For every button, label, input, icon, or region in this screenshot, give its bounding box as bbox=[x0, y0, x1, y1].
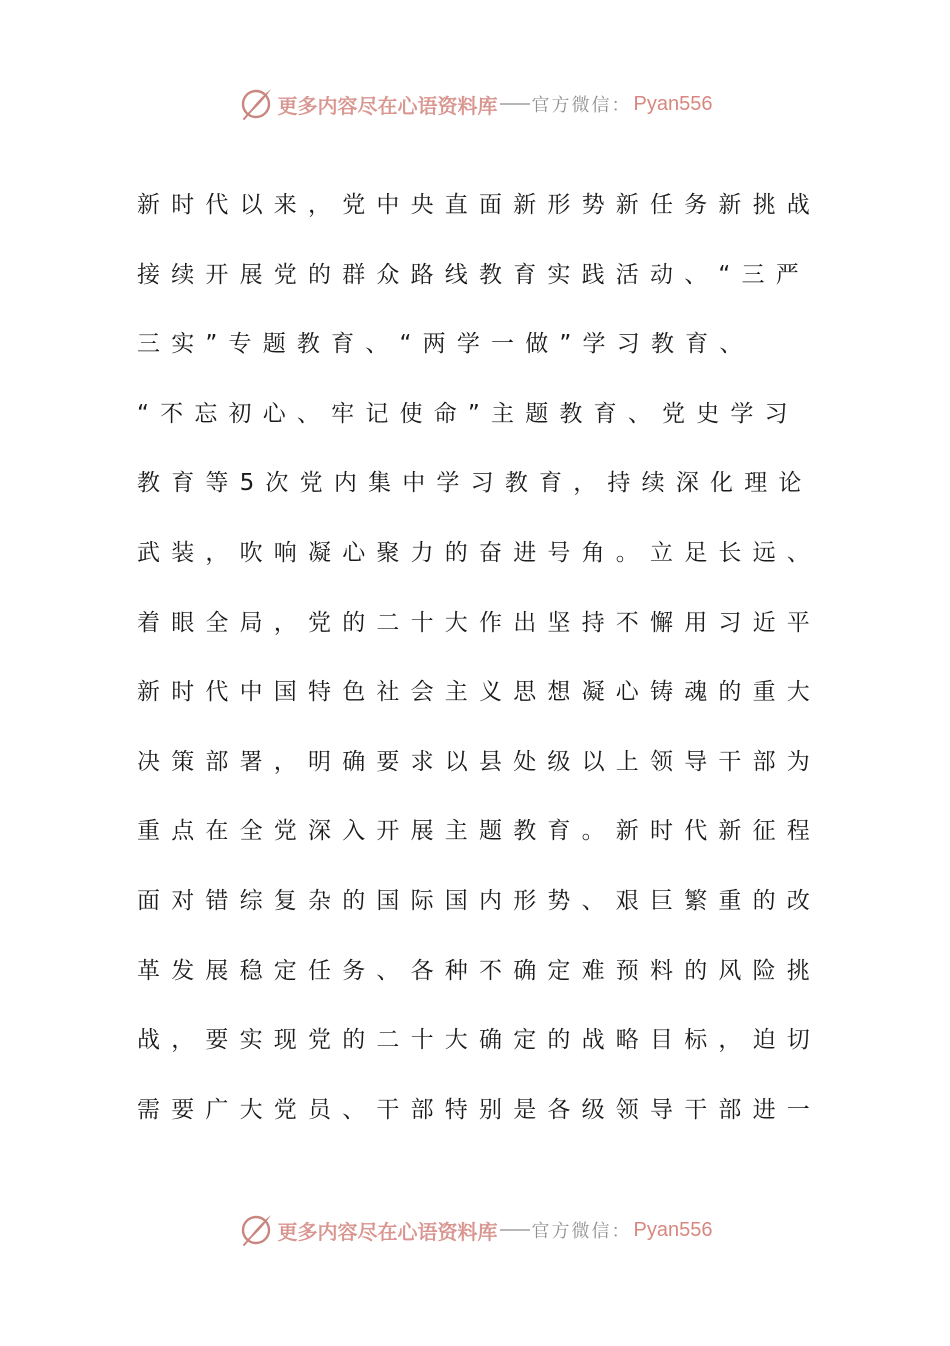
banner-official-text: 官方微信： bbox=[531, 95, 632, 116]
footer-banner bbox=[0, 1208, 950, 1252]
banner-account-text: Pyan556 bbox=[633, 92, 713, 115]
banner-official-text: 官方微信： bbox=[531, 1221, 632, 1242]
banner-dash bbox=[500, 103, 530, 105]
body-line: 三实”专题教育、“两学一做”学习教育、 bbox=[137, 331, 754, 358]
body-line: 新时代以来，党中央直面新形势新任务新挑战 bbox=[137, 192, 821, 218]
banner-site-text: 更多内容尽在心语资料库 bbox=[277, 93, 498, 118]
header-banner bbox=[0, 82, 950, 126]
body-line: 决策部署，明确要求以县处级以上领导干部为 bbox=[137, 748, 821, 775]
quill-logo-icon bbox=[238, 86, 274, 122]
body-line: “不忘初心、牢记使命”主题教育、党史学习 bbox=[137, 400, 799, 427]
body-line: 需要广大党员、干部特别是各级领导干部进一 bbox=[137, 1096, 821, 1123]
quill-logo-icon bbox=[238, 1212, 274, 1248]
body-line: 接续开展党的群众路线教育实践活动、“三严 bbox=[137, 261, 810, 288]
banner-site-text: 更多内容尽在心语资料库 bbox=[277, 1219, 498, 1244]
body-line: 战，要实现党的二十大确定的战略目标，迫切 bbox=[137, 1027, 821, 1054]
body-line: 教育等5次党内集中学习教育，持续深化理论 bbox=[137, 470, 813, 497]
body-line: 面对错综复杂的国际国内形势、艰巨繁重的改 bbox=[137, 887, 821, 914]
banner-dash bbox=[500, 1229, 530, 1231]
banner-account-text: Pyan556 bbox=[633, 1218, 713, 1241]
body-line: 重点在全党深入开展主题教育。新时代新征程 bbox=[137, 818, 821, 845]
body-line: 新时代中国特色社会主义思想凝心铸魂的重大 bbox=[137, 679, 821, 706]
body-line: 革发展稳定任务、各种不确定难预料的风险挑 bbox=[137, 957, 821, 984]
body-line: 着眼全局，党的二十大作出坚持不懈用习近平 bbox=[137, 609, 821, 636]
body-line: 武装，吹响凝心聚力的奋进号角。立足长远、 bbox=[137, 539, 821, 566]
body-text bbox=[137, 172, 821, 1146]
